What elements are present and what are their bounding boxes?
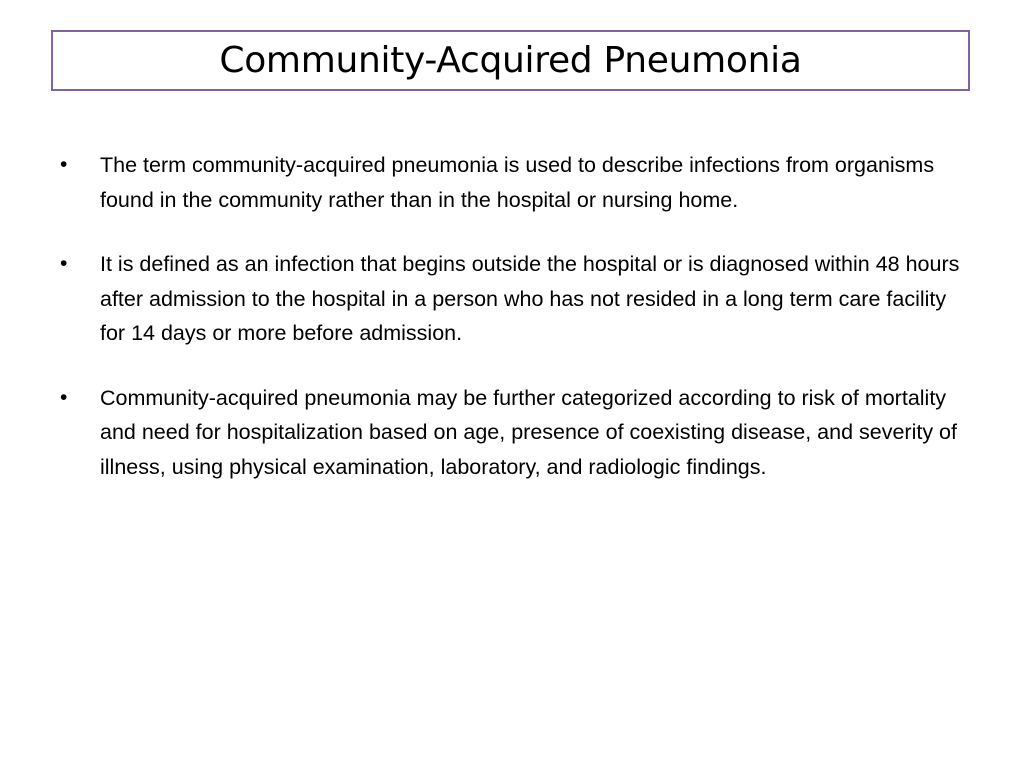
bullet-item <box>60 148 960 217</box>
bullet-icon: • <box>60 153 68 176</box>
bullet-text: It is defined as an infection that begins outside the hospital or is diagnosed within 48 hours after admission to the hospital in a person who has not resided in a long term care facility for 14 days or more before admission. <box>100 252 960 345</box>
bullet-item <box>60 247 960 351</box>
bullet-text: Community-acquired pneumonia may be further categorized according to risk of mortality and need for hospitalization based on age, presence of coexisting disease, and severity of illness, using physical examination, laboratory, and radiologic findings. <box>100 385 957 479</box>
bullet-text: The term community-acquired pneumonia is used to describe infections from organisms found in the community rather than in the hospital or nursing home. <box>100 153 935 212</box>
bullet-item <box>60 381 960 485</box>
bullet-list <box>60 148 960 514</box>
bullet-icon: • <box>60 252 68 275</box>
slide-title: Community-Acquired Pneumonia <box>219 39 802 81</box>
title-box <box>51 30 970 91</box>
bullet-icon: • <box>60 385 68 409</box>
